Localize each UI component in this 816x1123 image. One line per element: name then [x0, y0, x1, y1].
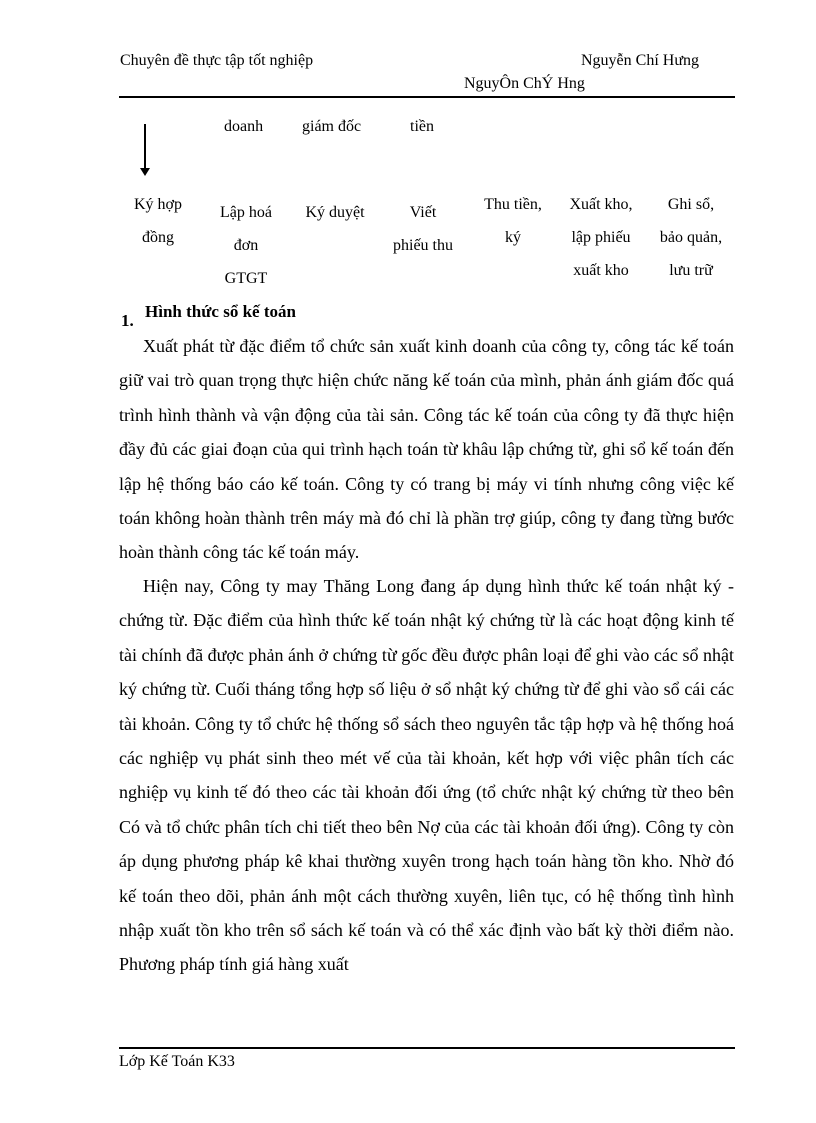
- flow-step-line: Lập hoá: [220, 204, 272, 221]
- flow-step-line: GTGT: [224, 270, 268, 287]
- flow-step-line: đơn: [233, 237, 259, 254]
- flow-step-7: [650, 188, 732, 287]
- section-title: Hình thức sổ kế toán: [145, 302, 296, 321]
- down-arrow-icon: [144, 124, 146, 170]
- flow-step-2: [210, 196, 282, 295]
- footer-class-label: Lớp Kế Toán K33: [119, 1053, 235, 1070]
- flow-step-line: Thu tiền,: [484, 196, 542, 213]
- flow-step-line: Ký hợp: [133, 196, 182, 213]
- flow-step-line: Ký duyệt: [305, 204, 365, 221]
- flow-step-line: bảo quản,: [659, 229, 723, 246]
- flow-step-line: Viết: [409, 204, 437, 221]
- flow-top-label-2: giám đốc: [302, 118, 362, 135]
- body-paragraph-2: Hiện nay, Công ty may Thăng Long đang áp dụng hình thức kế toán nhật ký - chứng từ. Đặc điểm của hình thức kế toán nhật ký chứng từ là các hoạt động kinh tế tài chính đã được phản ánh ở chứng từ gốc đều được phân loại để ghi vào các sổ nhật ký chứng từ. Cuối tháng tổng hợp số liệu ở sổ nhật ký chứng từ để ghi vào sổ cái các tài khoản. Công ty tổ chức hệ thống sổ sách theo nguyên tắc tập hợp và hệ thống hoá các nghiệp vụ phát sinh theo mét vế của tài khoản, kết hợp với việc phân tích các nghiệp vụ kinh tế đó theo các tài khoản đối ứng (tổ chức nhật ký chứng từ theo bên Có và tổ chức phân tích chi tiết theo bên Nợ của các tài khoản đối ứng). Công ty còn áp dụng phương pháp kê khai thường xuyên trong hạch toán hàng tồn kho. Nhờ đó kế toán theo dõi, phản ánh một cách thường xuyên, liên tục, có hệ thống tình hình nhập xuất tồn kho trên sổ sách kế toán và có thể xác định vào bất kỳ thời điểm nào. Phương pháp tính giá hàng xuất: [119, 576, 734, 975]
- header-author-garbled: NguyÔn ChÝ Hng: [464, 75, 585, 92]
- section-number: 1.: [121, 311, 134, 330]
- body-paragraph-1: Xuất phát từ đặc điểm tổ chức sản xuất kinh doanh của công ty, công tác kế toán giữ vai trò quan trọng thực hiện chức năng kế toán của mình, phản ánh giám đốc quá trình hình thành và vận động của tài sản. Công tác kế toán của công ty đã thực hiện đầy đủ các giai đoạn của qui trình hạch toán từ khâu lập chứng từ, ghi sổ kế toán đến lập hệ thống báo cáo kế toán. Công ty có trang bị máy vi tính nhưng công việc kế toán không hoàn thành trên máy mà đó chỉ là phần trợ giúp, công ty đang từng bước hoàn thành công tác kế toán máy.: [119, 336, 734, 563]
- header-divider: [119, 96, 735, 98]
- flow-step-4: [384, 196, 462, 262]
- flow-top-label-1: doanh: [224, 118, 264, 135]
- flow-step-line: ký: [505, 229, 521, 246]
- flow-step-3: [296, 196, 374, 229]
- flow-step-line: lưu trữ: [669, 262, 713, 279]
- header-author-name: Nguyễn Chí Hưng: [581, 52, 699, 69]
- flow-step-line: lập phiếu: [571, 229, 631, 246]
- flow-step-5: [474, 188, 552, 254]
- flow-step-6: [558, 188, 644, 287]
- flow-step-line: xuất kho: [573, 262, 629, 279]
- flow-top-label-3: tiền: [410, 118, 434, 135]
- flow-step-line: Ghi sổ,: [667, 196, 715, 213]
- flow-step-1: [124, 188, 192, 254]
- header-left-title: Chuyên đề thực tập tốt nghiệp: [120, 52, 314, 69]
- flow-step-line: Xuất kho,: [569, 196, 633, 213]
- footer-divider: [119, 1047, 735, 1049]
- flow-step-line: phiếu thu: [393, 237, 453, 254]
- flow-step-line: đồng: [142, 229, 174, 246]
